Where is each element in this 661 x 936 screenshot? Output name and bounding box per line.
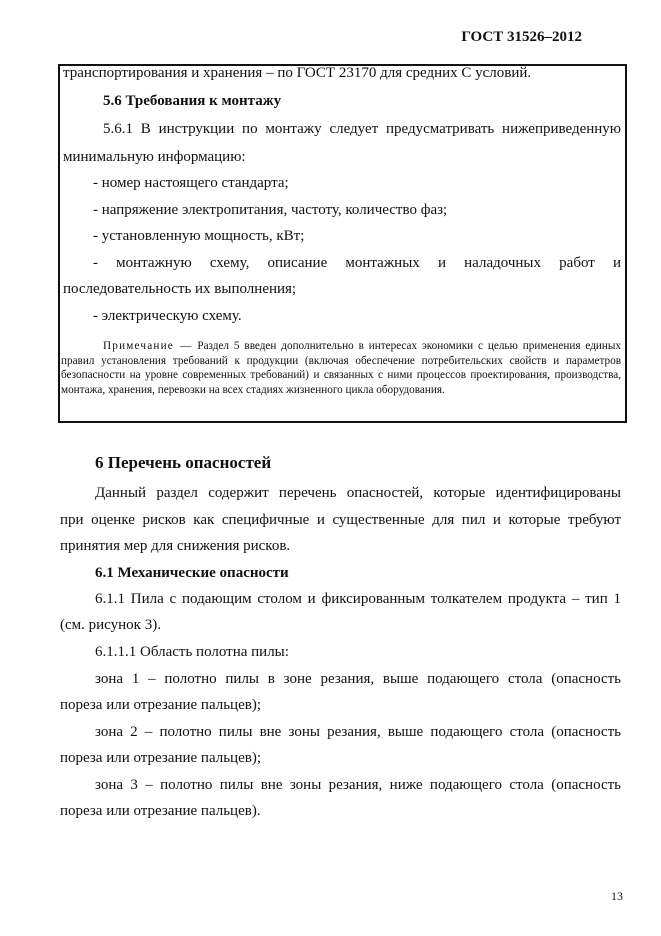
list-item: - монтажную схему, описание монтажных и наладочных работ и: [93, 255, 621, 271]
zone-1-line-2: пореза или отрезание пальцев);: [60, 697, 261, 713]
zone-3-line-1: зона 3 – полотно пилы вне зоны резания, ниже подающего стола (опасность: [95, 777, 621, 793]
paragraph-6-1-1-1: 6.1.1.1 Область полотна пилы:: [95, 644, 289, 660]
note-text: Раздел 5 введен дополнительно в интересах экономики с целью применения единых правил установления требований к продукции (включая обеспечение потребительских свойств и параметров безопасности на уровне современных требований) и связанных с ними процессов проектирования, производства, монтажа, хранения, перевозки на всех стадиях жизненного цикла оборудования.: [61, 340, 621, 397]
section-6-intro-line: Данный раздел содержит перечень опасностей, которые идентифицированы: [95, 485, 621, 501]
list-item-continuation: последовательность их выполнения;: [63, 281, 297, 297]
section-6-intro-line: при оценке рисков как специфичные и существенные для пил и которые требуют: [60, 512, 621, 528]
list-item: - установленную мощность, кВт;: [93, 228, 305, 244]
zone-2-line-1: зона 2 – полотно пилы вне зоны резания, выше подающего стола (опасность: [95, 724, 621, 740]
paragraph-6-1-1-line-2: (см. рисунок 3).: [60, 617, 161, 633]
list-item: - электрическую схему.: [93, 308, 242, 324]
note-label: Примечание —: [103, 340, 193, 352]
subsection-6-1-title: 6.1 Механические опасности: [95, 565, 289, 581]
note-block: [61, 339, 621, 398]
zone-1-line-1: зона 1 – полотно пилы в зоне резания, выше подающего стола (опасность: [95, 671, 621, 687]
document-id-header: ГОСТ 31526–2012: [461, 29, 582, 45]
paragraph-6-1-1-line-1: 6.1.1 Пила с подающим столом и фиксированным толкателем продукта – тип 1: [95, 591, 621, 607]
subsection-5-6-heading: 5.6 Требования к монтажу: [103, 93, 282, 109]
paragraph-5-6-1-line-2: минимальную информацию:: [63, 149, 246, 165]
boxed-line-transport: транспортирования и хранения – по ГОСТ 23170 для средних С условий.: [63, 65, 532, 81]
list-item: - номер настоящего стандарта;: [93, 175, 289, 191]
paragraph-5-6-1-line-1: 5.6.1 В инструкции по монтажу следует предусматривать нижеприведенную: [103, 121, 621, 137]
section-6-intro-line: принятия мер для снижения рисков.: [60, 538, 291, 554]
zone-2-line-2: пореза или отрезание пальцев);: [60, 750, 261, 766]
zone-3-line-2: пореза или отрезание пальцев).: [60, 803, 261, 819]
page-number: 13: [611, 889, 623, 903]
list-item: - напряжение электропитания, частоту, количество фаз;: [93, 202, 448, 218]
section-6-title: 6 Перечень опасностей: [95, 453, 272, 472]
